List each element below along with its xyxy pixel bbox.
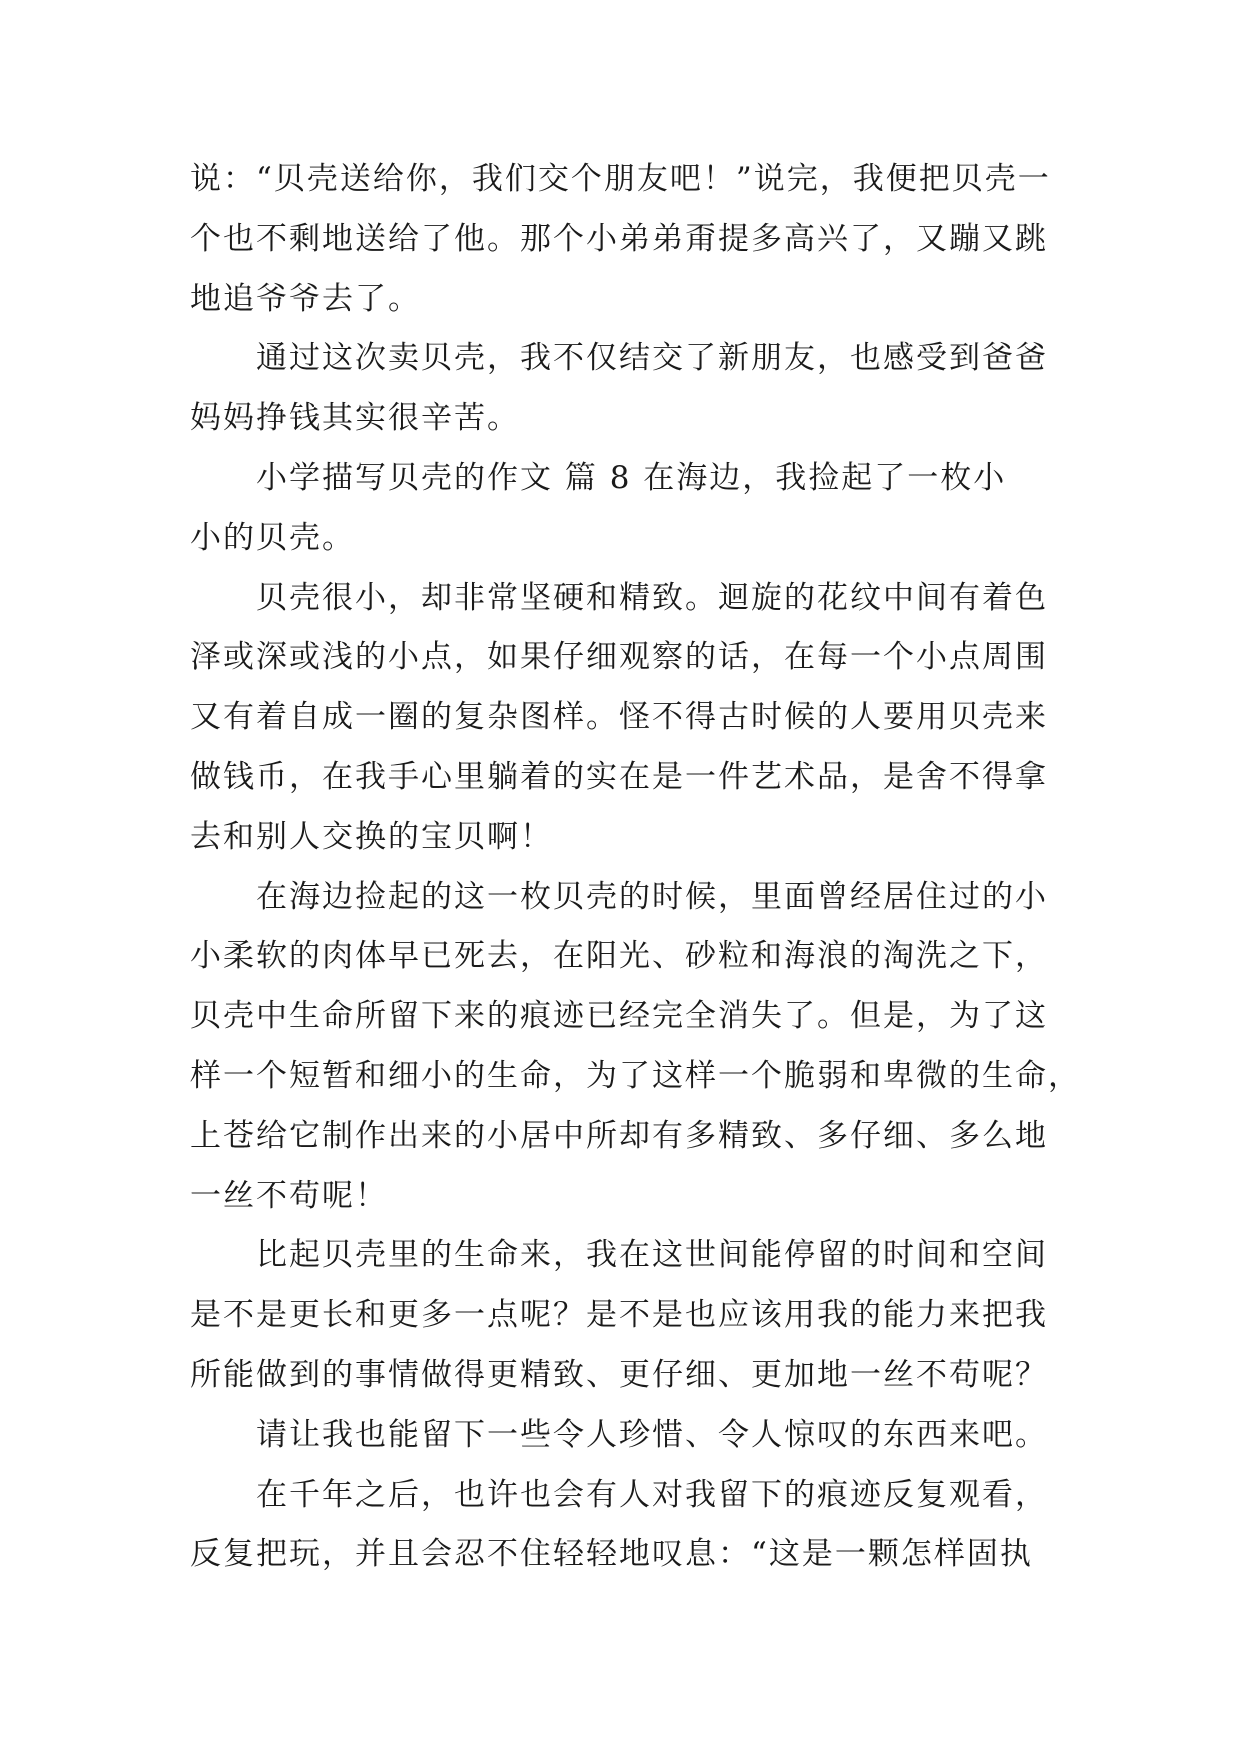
paragraph-start-line: 通过这次卖贝壳，我不仅结交了新朋友，也感受到爸爸 [256, 340, 1048, 377]
text-line: 妈妈挣钱其实很辛苦。 [190, 400, 520, 437]
paragraph-start-line: 请让我也能留下一些令人珍惜、令人惊叹的东西来吧。 [256, 1416, 1048, 1453]
text-line: 又有着自成一圈的复杂图样。怪不得古时候的人要用贝壳来 [190, 699, 1048, 736]
text-line: 上苍给它制作出来的小居中所却有多精致、多仔细、多么地 [190, 1117, 1048, 1154]
text-line: 做钱币，在我手心里躺着的实在是一件艺术品，是舍不得拿 [190, 758, 1048, 795]
text-line: 反复把玩，并且会忍不住轻轻地叹息：“这是一颗怎样固执 [190, 1536, 1033, 1573]
text-line: 一丝不苟呢！ [190, 1177, 388, 1214]
paragraph-start-line: 贝壳很小，却非常坚硬和精致。迴旋的花纹中间有着色 [256, 579, 1048, 616]
text-line: 所能做到的事情做得更精致、更仔细、更加地一丝不苟呢？ [190, 1356, 1048, 1393]
article-body [190, 150, 1081, 1585]
text-line: 个也不剩地送给了他。那个小弟弟甭提多高兴了，又蹦又跳 [190, 220, 1048, 257]
text-line: 贝壳中生命所留下来的痕迹已经完全消失了。但是，为了这 [190, 998, 1048, 1035]
text-line: 样一个短暂和细小的生命，为了这样一个脆弱和卑微的生命， [190, 1057, 1081, 1094]
paragraph-start-line: 比起贝壳里的生命来，我在这世间能停留的时间和空间 [256, 1237, 1048, 1274]
text-line: 小柔软的肉体早已死去，在阳光、砂粒和海浪的淘洗之下， [190, 938, 1048, 975]
text-line: 说：“贝壳送给你，我们交个朋友吧！”说完，我便把贝壳一 [190, 161, 1051, 197]
text-line: 是不是更长和更多一点呢？是不是也应该用我的能力来把我 [190, 1297, 1048, 1334]
text-line: 泽或深或浅的小点，如果仔细观察的话，在每一个小点周围 [190, 639, 1048, 676]
text-line: 小的贝壳。 [190, 519, 355, 556]
paragraph-start-line: 在海边捡起的这一枚贝壳的时候，里面曾经居住过的小 [256, 878, 1048, 915]
text-line: 去和别人交换的宝贝啊！ [190, 818, 553, 855]
paragraph-start-line: 在千年之后，也许也会有人对我留下的痕迹反复观看， [256, 1476, 1048, 1513]
section-heading-line: 小学描写贝壳的作文 篇 8 在海边，我捡起了一枚小 [256, 459, 1007, 496]
text-line: 地追爷爷去了。 [190, 280, 421, 317]
